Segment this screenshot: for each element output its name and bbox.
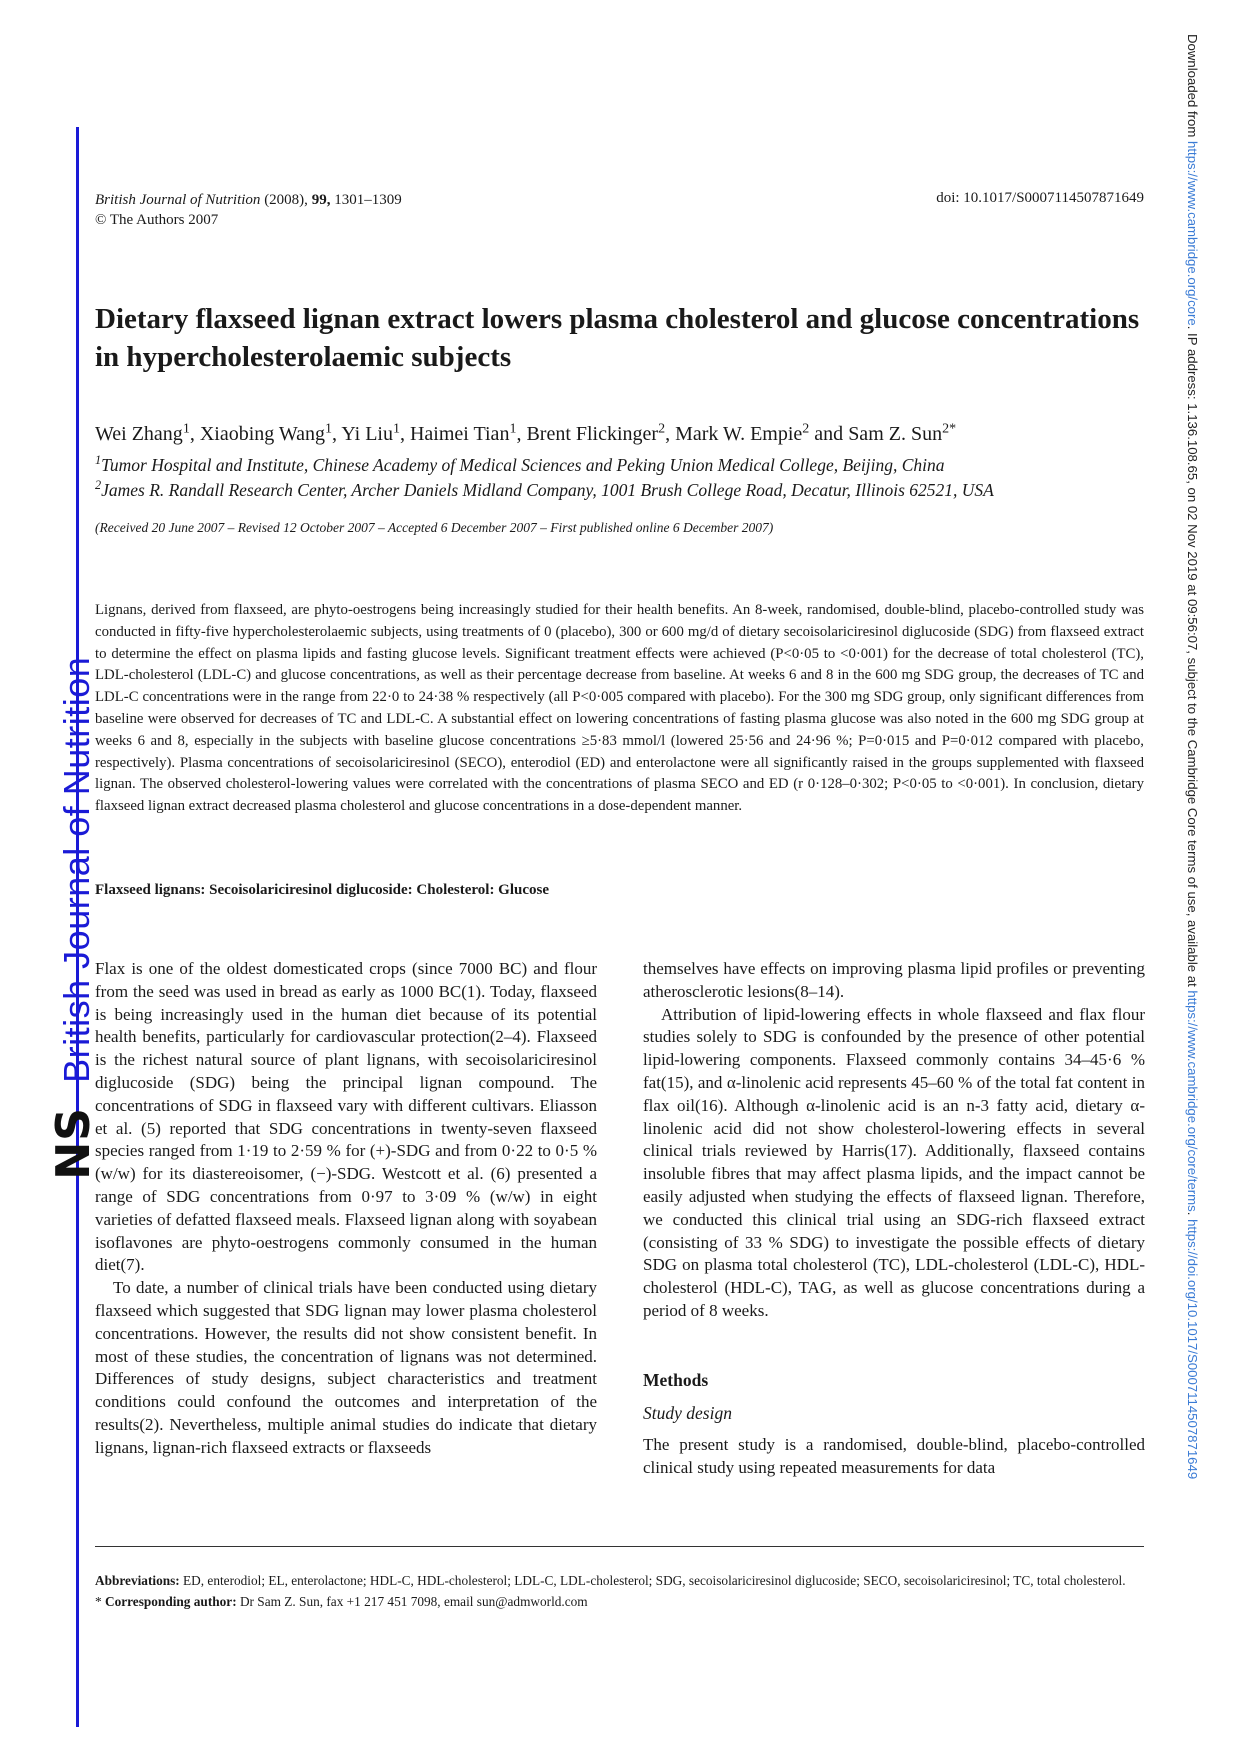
abstract: Lignans, derived from flaxseed, are phyto-oestrogens being increasingly studied for their health benefits. An 8-week, randomised, double-blind, placebo-controlled study was conducted in fifty-five hypercholesterolaemic subjects, using treatments of 0 (placebo), 300 or 600 mg/d of dietary secoisolariciresinol diglucoside (SDG) from flaxseed extract to determine the effect on plasma lipids and fasting glucose levels. Significant treatment effects were achieved (P<0·05 to <0·001) for the decrease of total cholesterol (TC), LDL-cholesterol (LDL-C) and glucose concentrations, as well as their percentage decrease from baseline. At weeks 6 and 8 in the 600 mg SDG group, the decreases of TC and LDL-C concentrations were in the range from 22·0 to 24·38 % respectively (all P<0·005 compared with placebo). For the 300 mg SDG group, only significant differences from baseline were observed for decreases of TC and LDL-C. A substantial effect on lowering concentrations of fasting plasma glucose was also noted in the 600 mg SDG group at weeks 6 and 8, especially in the subjects with baseline glucose concentrations ≥5·83 mmol/l (lowered 25·56 and 24·96 %; P=0·015 and P=0·012 compared with placebo, respectively). Plasma concentrations of secoisolariciresinol (SECO), enterodiol (ED) and enterolactone were all significantly raised in the groups supplemented with flaxseed lignan. The observed cholesterol-lowering values were correlated with the concentrations of plasma SECO and ED (r 0·128–0·302; P<0·05 to <0·001). In conclusion, dietary flaxseed lignan extract decreased plasma cholesterol and glucose concentrations in a dose-dependent manner. [95,602,1144,815]
author: Yi Liu$^1$, [341,421,410,445]
body-paragraph: Attribution of lipid-lowering effects in whole flaxseed and flax flour studies solely to SDG is confounded by the presence of other potential lipid-lowering components. Flaxseed commonly contains 34–45·6 % fat(15), and α-linolenic acid represents 45–60 % of the total fat content in flax oil(16). Although α-linolenic acid is an n-3 fatty acid, dietary α-linolenic acid did not show cholesterol-lowering effects in several clinical trials reviewed by Harris(17). Additionally, flaxseed contains insoluble fibres that may affect plasma lipids, and the impact cannot be easily adjusted when studying the effects of flaxseed lignan. Therefore, we conducted this clinical trial using an SDG-rich flaxseed extract (consisting of 33 % SDG) to investigate the possible effects of dietary SDG on plasma total cholesterol (TC), LDL-cholesterol (LDL-C), HDL-cholesterol (HDL-C), TAG, as well as glucose concentrations during a period of 8 weeks. [643,1004,1145,1320]
cambridge-terms-link[interactable]: https://www.cambridge.org/core/terms [1185,990,1200,1212]
author-list [95,423,956,446]
body-column-left [95,958,597,1460]
affiliation: $^2$James R. Randall Research Center, Archer Daniels Midland Company, 1001 Brush College Road, Decatur, Illinois 62521, USA [95,478,994,500]
section-heading-methods: Methods [643,1369,709,1390]
journal-logo-ns: NS [46,1107,100,1180]
journal-side-name: British Journal of Nutrition [56,656,97,1083]
journal-side-banner [0,0,100,1755]
affiliation: $^1$Tumor Hospital and Institute, Chinese Academy of Medical Sciences and Peking Union Medical College, Beijing, China [95,453,945,475]
body-paragraph: themselves have effects on improving plasma lipid profiles or preventing atherosclerotic lesions(8–14). [643,959,1145,1001]
journal-name: British Journal of Nutrition [95,192,261,208]
author: Brent Flickinger$^2$, [526,421,676,445]
abbreviations-footnote: Abbreviations: ED, enterodiol; EL, enterolactone; HDL-C, HDL-cholesterol; LDL-C, LDL-cholesterol; SDG, secoisolariciresinol diglucoside; SECO, secoisolariciresinol; TC, total cholesterol. [95,1573,1126,1588]
body-paragraph: Flax is one of the oldest domesticated crops (since 7000 BC) and flour from the seed was used in bread as early as 1000 BC(1). Today, flaxseed is being increasingly used in the human diet because of its potential health benefits, particularly for cardiovascular protection(2–4). Flaxseed is the richest natural source of plant lignans, with secoisolariciresinol diglucoside (SDG) being the principal lignan compound. The concentrations of SDG in flaxseed vary with different cultivars. Eliasson et al. (5) reported that SDG concentrations in twenty-seven flaxseed species ranged from 1·19 to 2·59 % for (+)-SDG and from 0·22 to 0·5 % (w/w) for its diastereoisomer, (−)-SDG. Westcott et al. (6) presented a range of SDG concentrations from 0·97 to 3·09 % (w/w) in eight varieties of defatted flaxseed meals. Flaxseed lignan along with soyabean isoflavones are phyto-oestrogens commonly consumed in the human diet(7). [95,959,597,1275]
author: Haimei Tian$^1$, [409,421,527,445]
corresponding-author-footnote: * Corresponding author: Dr Sam Z. Sun, fax +1 217 451 7098, email sun@admworld.com [95,1594,588,1609]
footnotes [95,1570,1144,1612]
author: Mark W. Empie$^2$ and [675,421,849,445]
author: Wei Zhang$^1$, [95,421,200,445]
cambridge-core-link[interactable]: https://www.cambridge.org/core [1185,141,1200,326]
body-paragraph: The present study is a randomised, double-blind, placebo-controlled clinical study using repeated measurements for data [643,1435,1145,1478]
footnote-divider [95,1546,1144,1547]
keywords: Flaxseed lignans: Secoisolariciresinol diglucoside: Cholesterol: Glucose [95,882,550,898]
body-column-right [643,958,1145,1480]
received-dates: (Received 20 June 2007 – Revised 12 October 2007 – Accepted 6 December 2007 – First published online 6 December 2007) [95,520,774,535]
subsection-heading-study-design: Study design [643,1402,732,1423]
author: Xiaobing Wang$^1$, [199,421,342,445]
author: Sam Z. Sun$^{2*}$ [848,421,957,445]
copyright: © The Authors 2007 [95,212,219,228]
body-paragraph: To date, a number of clinical trials have been conducted using dietary flaxseed which suggested that SDG lignan may lower plasma cholesterol concentrations. However, the results did not show consistent benefit. In most of these studies, the concentration of lignans was not determined. Differences of study designs, subject characteristics and treatment conditions could confound the outcomes and interpretation of the results(2). Nevertheless, multiple animal studies do indicate that dietary lignans, lignan-rich flaxseed extracts or flaxseeds [95,1278,597,1457]
journal-pages: 1301–1309 [334,192,402,208]
doi-link[interactable]: https://doi.org/10.1017/S0007114507871649 [1185,1219,1200,1480]
download-notice: Downloaded from https://www.cambridge.org/core. IP address: 1.136.108.65, on 02 Nov 2019 at 09:56:07, subject to the Cambridge Core terms of use, available at https://www.cambridge.org/core/terms. https://doi.org/10.1017/S0007114507871649 [1185,34,1200,1480]
doi: doi: 10.1017/S0007114507871649 [936,190,1144,206]
journal-volume: 99, [311,192,331,208]
journal-year: (2008), [264,192,308,208]
citation-header [95,190,402,230]
article-title: Dietary flaxseed lignan extract lowers plasma cholesterol and glucose concentrations in hypercholesterolaemic subjects [95,303,1140,373]
